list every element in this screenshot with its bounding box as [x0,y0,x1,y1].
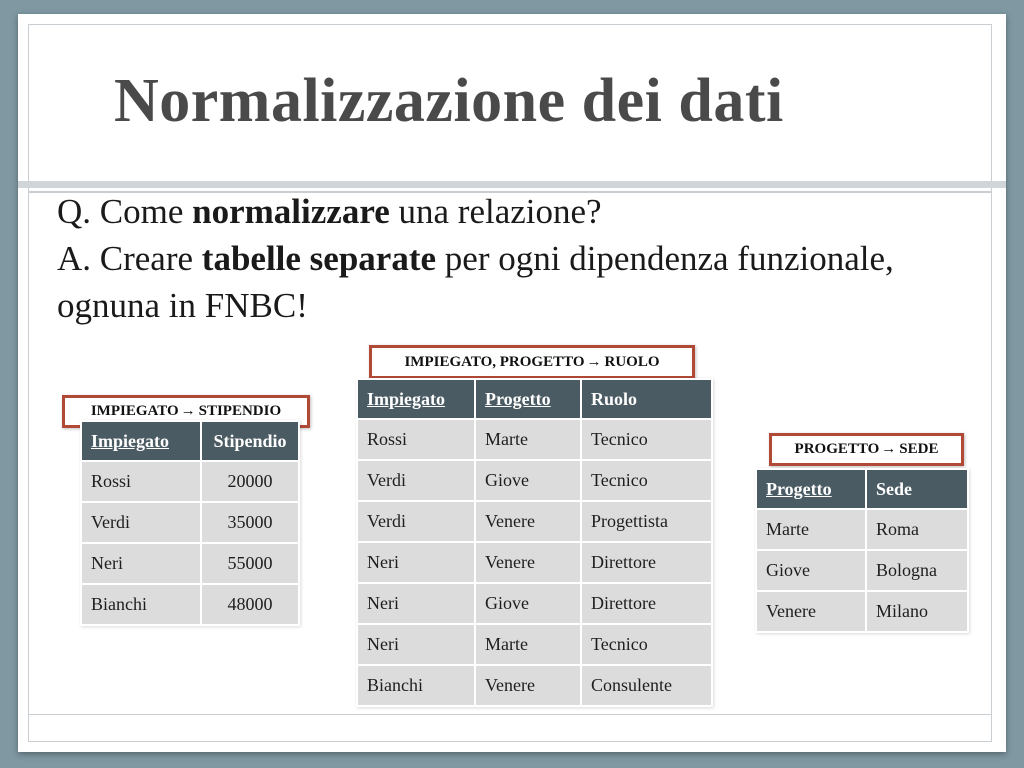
table-cell: Neri [358,543,474,582]
table-cell: Bologna [867,551,967,590]
arrow-icon: → [586,353,602,370]
table-row [757,551,967,590]
column-header-progetto: Progetto [757,470,865,508]
table-cell: Bianchi [82,585,200,624]
table-cell: Direttore [582,584,711,623]
table-cell: Verdi [82,503,200,542]
table-cell: Venere [476,666,580,705]
column-header-impiegato: Impiegato [358,380,474,418]
column-header-progetto: Progetto [476,380,580,418]
table-cell: 20000 [202,462,298,501]
answer-prefix: A. Creare [57,239,202,278]
column-header-ruolo: Ruolo [582,380,711,418]
table-cell: Marte [476,420,580,459]
column-header-sede: Sede [867,470,967,508]
table-cell: Milano [867,592,967,631]
table-cell: 35000 [202,503,298,542]
table-row [358,584,711,623]
table-header-row [82,422,298,460]
table-cell: Marte [476,625,580,664]
table-cell: Venere [476,543,580,582]
table-cell: Rossi [358,420,474,459]
table-cell: Direttore [582,543,711,582]
table-row [358,502,711,541]
table-row [358,420,711,459]
question-line [57,188,937,235]
answer-line [57,235,937,329]
fd-lhs: IMPIEGATO [90,403,179,419]
table-cell: Verdi [358,461,474,500]
answer-suffix: per ogni dipendenza funzionale, ognuna in FNBC! [57,239,894,325]
arrow-icon: → [881,441,897,457]
table-row [358,666,711,705]
table-cell: 55000 [202,544,298,583]
table-cell: Bianchi [358,666,474,705]
column-header-stipendio: Stipendio [202,422,298,460]
table-row [82,585,298,624]
table-row [82,503,298,542]
table-cell: Venere [757,592,865,631]
table-cell: Tecnico [582,461,711,500]
table-cell: Giove [476,461,580,500]
column-header-impiegato: Impiegato [82,422,200,460]
fd-label-sede [769,433,964,466]
table-cell: Venere [476,502,580,541]
answer-bold: tabelle separate [201,239,437,278]
table-cell: Neri [82,544,200,583]
table-row [358,625,711,664]
question-bold: normalizzare [192,192,390,231]
table-cell: Giove [757,551,865,590]
table-sede [755,468,969,633]
table-row [757,592,967,631]
table-row [358,543,711,582]
footer-divider [28,714,992,715]
table-row [82,544,298,583]
body-text [57,188,937,329]
fd-rhs: STIPENDIO [198,403,282,419]
fd-rhs: RUOLO [604,353,660,370]
table-cell: Neri [358,584,474,623]
fd-lhs: IMPIEGATO, PROGETTO [404,353,585,370]
table-cell: Neri [358,625,474,664]
title-divider [18,181,1006,188]
fd-label-ruolo [369,345,695,379]
table-row [358,461,711,500]
table-header-row [358,380,711,418]
fd-lhs: PROGETTO [794,441,880,457]
slide-title: Normalizzazione dei dati [114,67,784,135]
table-ruolo [356,378,713,707]
table-cell: Progettista [582,502,711,541]
arrow-icon: → [180,403,196,419]
table-row [82,462,298,501]
table-cell: Consulente [582,666,711,705]
table-row [757,510,967,549]
table-cell: 48000 [202,585,298,624]
table-stipendio [80,420,300,626]
table-cell: Tecnico [582,625,711,664]
table-cell: Giove [476,584,580,623]
table-cell: Rossi [82,462,200,501]
table-header-row [757,470,967,508]
table-cell: Roma [867,510,967,549]
question-prefix: Q. Come [57,192,193,231]
table-cell: Marte [757,510,865,549]
question-suffix: una relazione? [389,192,602,231]
table-cell: Tecnico [582,420,711,459]
fd-rhs: SEDE [899,441,939,457]
table-cell: Verdi [358,502,474,541]
